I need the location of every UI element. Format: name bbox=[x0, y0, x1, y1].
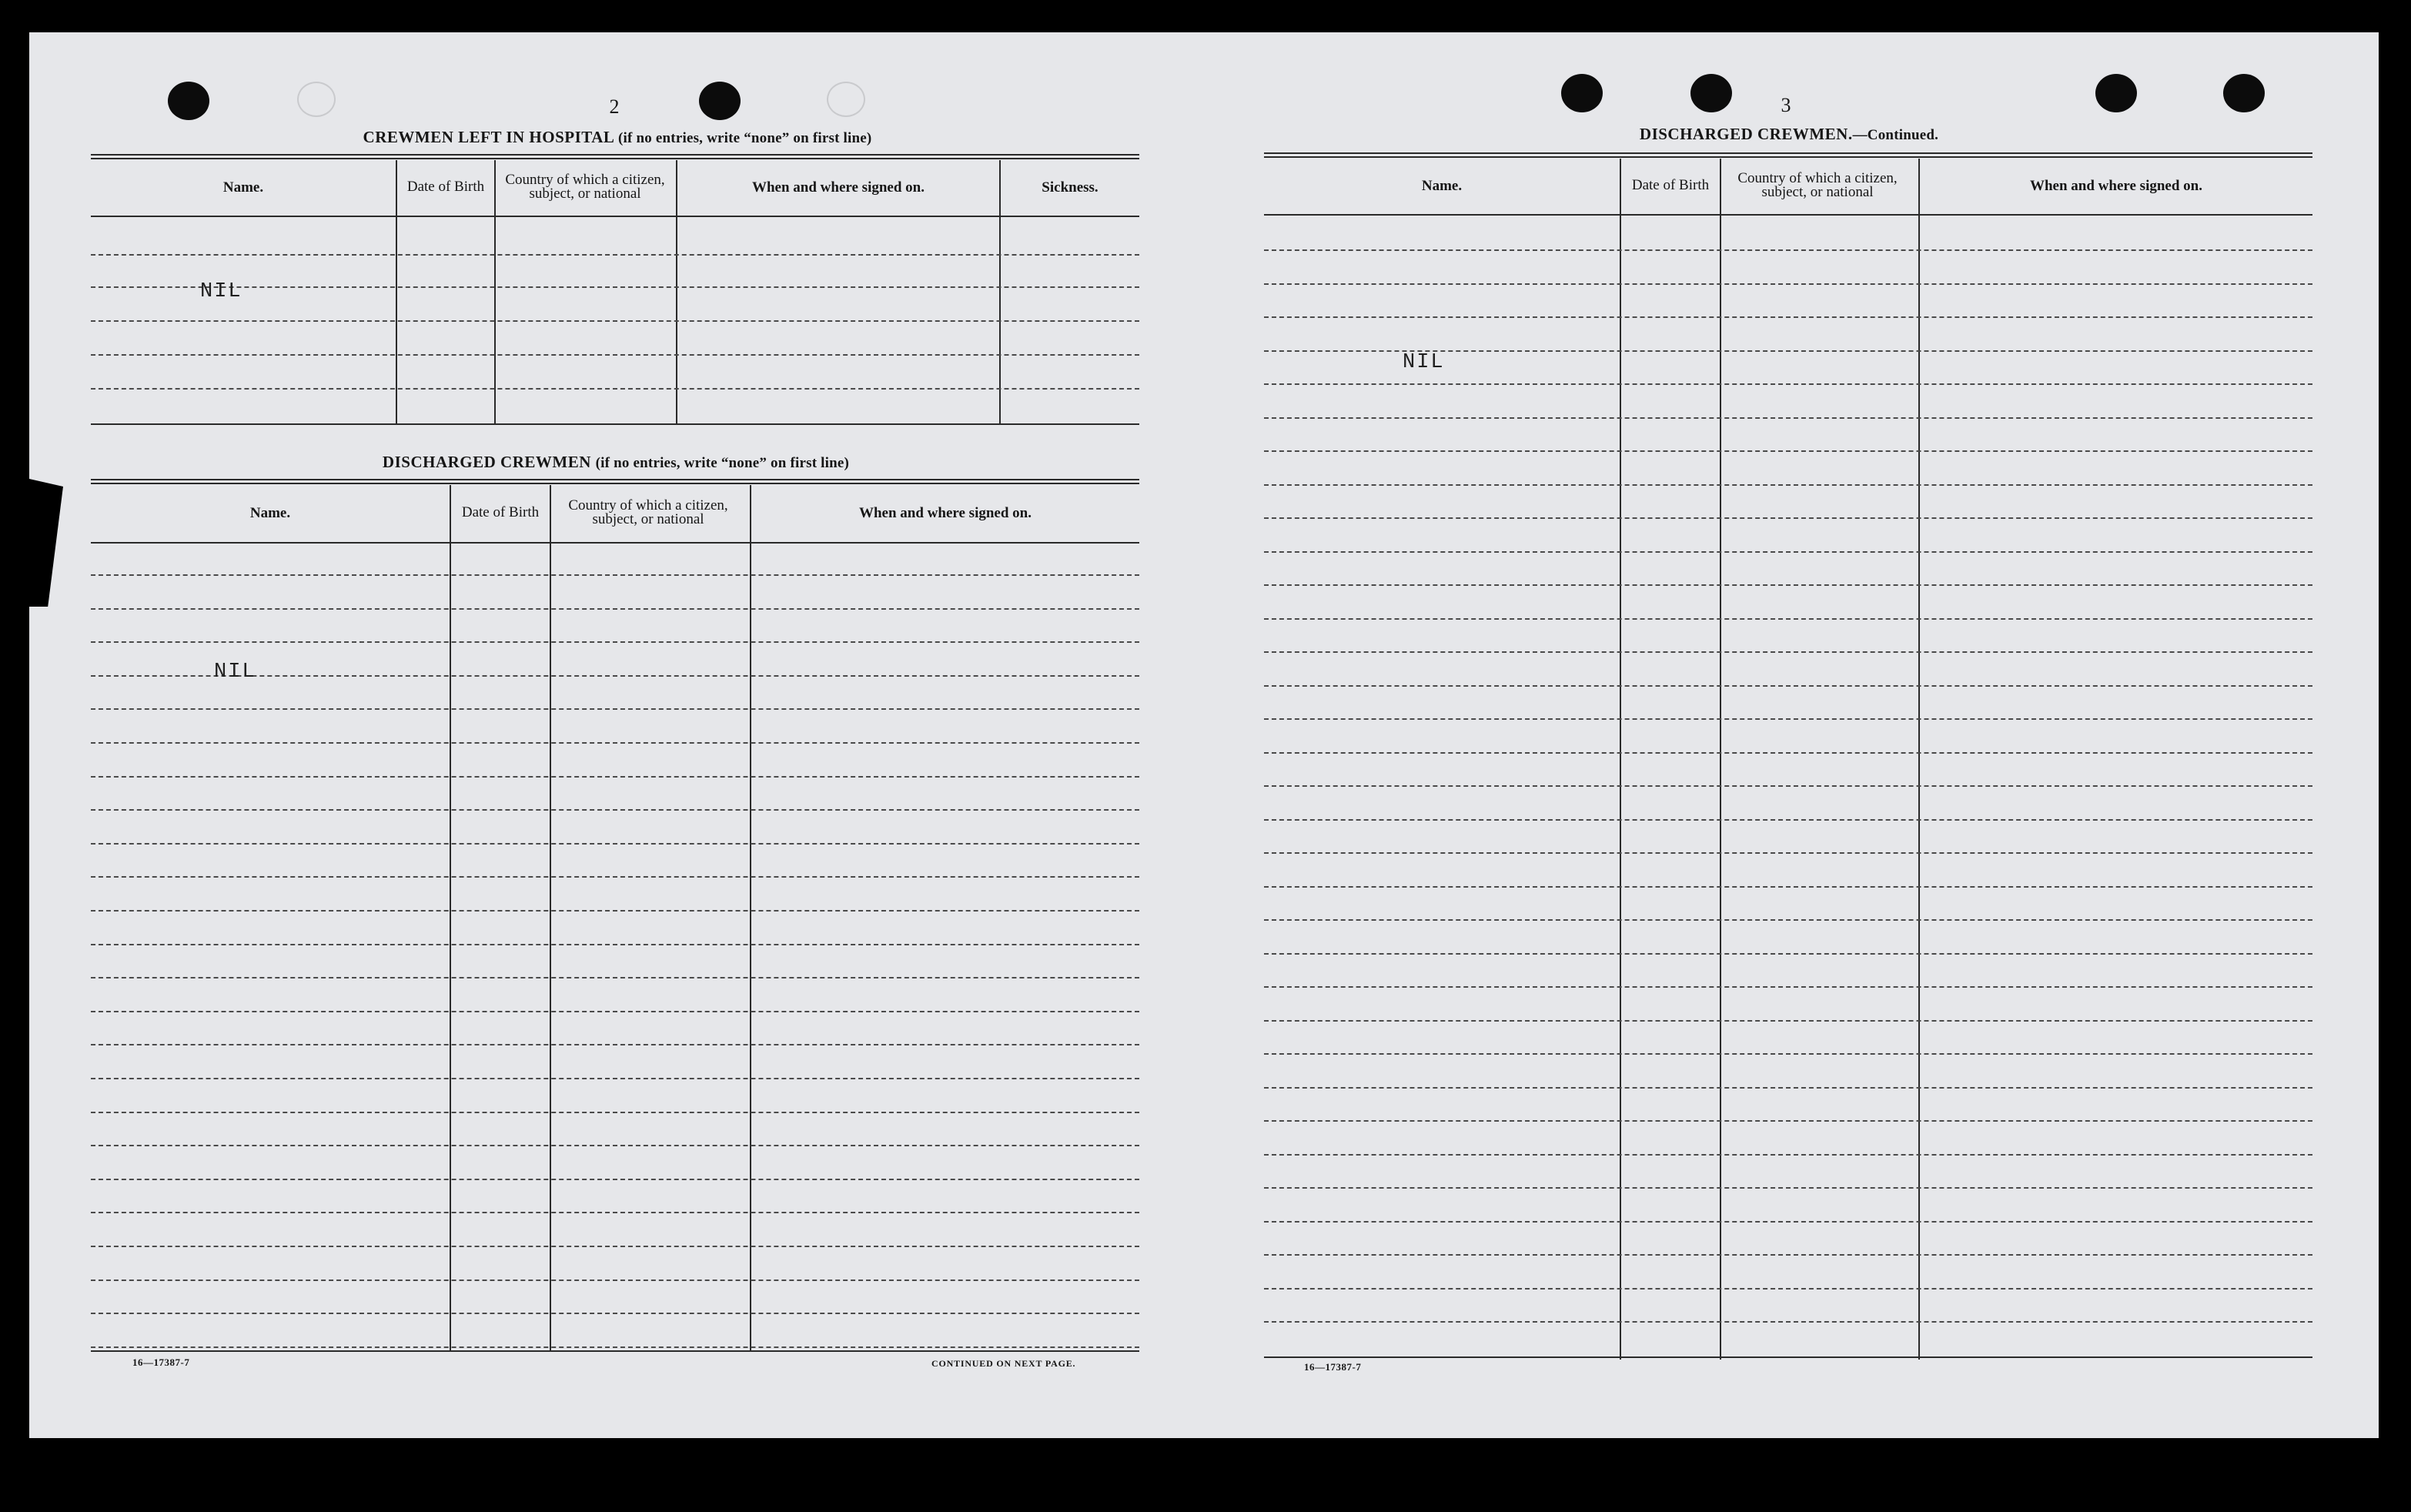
punch-hole bbox=[1690, 74, 1732, 112]
entry-line bbox=[1264, 986, 2312, 988]
entry-line bbox=[91, 574, 1139, 576]
punch-hole bbox=[168, 82, 209, 120]
entry-line bbox=[91, 1044, 1139, 1045]
entry-line bbox=[1264, 584, 2312, 586]
entry-line bbox=[91, 1280, 1139, 1281]
punch-hole bbox=[297, 82, 336, 117]
entry-line bbox=[1264, 1154, 2312, 1156]
column-header-name: Name. bbox=[249, 504, 291, 521]
entry-line bbox=[1264, 1187, 2312, 1189]
punch-hole bbox=[2095, 74, 2137, 112]
discharged-section-title bbox=[383, 453, 849, 472]
entry-line bbox=[91, 388, 1139, 390]
punch-hole bbox=[827, 82, 865, 117]
page-number-right: 3 bbox=[1781, 94, 1791, 116]
entry-line bbox=[1264, 417, 2312, 419]
entry-line bbox=[91, 320, 1139, 322]
table-rule bbox=[91, 158, 1139, 159]
entry-line bbox=[91, 1346, 1139, 1348]
hospital-section-title bbox=[363, 128, 872, 147]
entry-line bbox=[1264, 1120, 2312, 1122]
table-bottom-rule bbox=[91, 423, 1139, 425]
column-header-signed-on: When and where signed on. bbox=[751, 179, 925, 196]
discharged-table bbox=[91, 479, 1139, 1353]
discharged-continued-entry-nil: NIL bbox=[1403, 351, 1445, 374]
entry-line bbox=[91, 776, 1139, 778]
table-rule bbox=[91, 483, 1139, 484]
column-header-country: Country of which a citizen, subject, or national bbox=[568, 497, 728, 527]
entry-line bbox=[1264, 1221, 2312, 1223]
discharged-continued-table bbox=[1264, 152, 2312, 1360]
continued-label: —Continued. bbox=[1852, 127, 1939, 143]
entry-line bbox=[1264, 785, 2312, 787]
entry-line bbox=[1264, 718, 2312, 720]
column-divider bbox=[1620, 159, 1621, 1360]
column-header-country: Country of which a citizen, subject, or national bbox=[505, 172, 665, 202]
entry-line bbox=[1264, 450, 2312, 452]
discharged-title-note: (if no entries, write “none” on first line) bbox=[595, 455, 850, 471]
entry-line bbox=[1264, 1288, 2312, 1290]
table-rule bbox=[1264, 152, 2312, 154]
entry-line bbox=[1264, 618, 2312, 620]
column-header-sickness: Sickness. bbox=[1042, 179, 1098, 196]
column-header-signed-on: When and where signed on. bbox=[2029, 177, 2202, 194]
column-divider bbox=[1918, 159, 1920, 1360]
entry-line bbox=[1264, 551, 2312, 553]
punch-hole bbox=[2223, 74, 2265, 112]
entry-line bbox=[91, 1011, 1139, 1012]
punch-hole bbox=[1561, 74, 1603, 112]
entry-line bbox=[1264, 886, 2312, 888]
entry-line bbox=[91, 977, 1139, 978]
entry-line bbox=[91, 1112, 1139, 1113]
entry-line bbox=[1264, 316, 2312, 318]
entry-line bbox=[1264, 919, 2312, 921]
column-divider bbox=[1720, 159, 1721, 1360]
form-code-right: 16—17387-7 bbox=[1304, 1361, 1362, 1373]
continued-note: CONTINUED ON NEXT PAGE. bbox=[931, 1358, 1076, 1369]
entry-line bbox=[1264, 249, 2312, 251]
entry-line bbox=[1264, 953, 2312, 955]
entry-line bbox=[91, 910, 1139, 912]
header-rule bbox=[1264, 214, 2312, 216]
column-header-signed-on: When and where signed on. bbox=[858, 504, 1032, 521]
entry-line bbox=[91, 286, 1139, 288]
entry-line bbox=[91, 1246, 1139, 1247]
entry-line bbox=[91, 1212, 1139, 1213]
entry-line bbox=[91, 1145, 1139, 1146]
entry-line bbox=[1264, 283, 2312, 285]
entry-line bbox=[1264, 484, 2312, 486]
header-rule bbox=[91, 216, 1139, 217]
entry-line bbox=[91, 1313, 1139, 1314]
entry-line bbox=[1264, 1053, 2312, 1055]
entry-line bbox=[1264, 517, 2312, 519]
table-bottom-rule bbox=[1264, 1356, 2312, 1358]
entry-line bbox=[1264, 1321, 2312, 1323]
entry-line bbox=[91, 354, 1139, 356]
column-header-country: Country of which a citizen, subject, or national bbox=[1737, 170, 1898, 200]
entry-line bbox=[91, 809, 1139, 811]
entry-line bbox=[1264, 383, 2312, 385]
column-header-name: Name. bbox=[222, 179, 264, 196]
entry-line bbox=[91, 843, 1139, 845]
table-bottom-rule bbox=[91, 1350, 1139, 1352]
entry-line bbox=[91, 944, 1139, 945]
table-rule bbox=[91, 479, 1139, 480]
column-header-date-of-birth: Date of Birth bbox=[1631, 177, 1710, 193]
table-rule bbox=[1264, 156, 2312, 158]
column-divider bbox=[750, 485, 751, 1352]
entry-line bbox=[91, 708, 1139, 710]
discharged-entry-nil: NIL bbox=[214, 661, 256, 684]
column-header-date-of-birth: Date of Birth bbox=[406, 179, 485, 195]
entry-line bbox=[1264, 651, 2312, 653]
entry-line bbox=[91, 876, 1139, 878]
hospital-table bbox=[91, 154, 1139, 428]
entry-line bbox=[91, 742, 1139, 744]
column-header-date-of-birth: Date of Birth bbox=[461, 504, 540, 520]
discharged-title-text: DISCHARGED CREWMEN bbox=[382, 453, 591, 471]
column-divider bbox=[494, 160, 496, 425]
entry-line bbox=[1264, 752, 2312, 754]
entry-line bbox=[1264, 852, 2312, 854]
header-rule bbox=[91, 542, 1139, 544]
entry-line bbox=[1264, 1254, 2312, 1256]
hospital-title-note: (if no entries, write “none” on first line) bbox=[618, 130, 872, 146]
column-divider bbox=[550, 485, 551, 1352]
punch-hole bbox=[699, 82, 741, 120]
entry-line bbox=[91, 1078, 1139, 1079]
discharged-continued-title bbox=[1640, 125, 1938, 144]
entry-line bbox=[1264, 1087, 2312, 1089]
form-code-left: 16—17387-7 bbox=[132, 1356, 190, 1368]
hospital-title-text: CREWMEN LEFT IN HOSPITAL bbox=[363, 128, 614, 146]
entry-line bbox=[91, 641, 1139, 643]
column-divider bbox=[450, 485, 451, 1352]
column-header-name: Name. bbox=[1421, 177, 1463, 194]
entry-line bbox=[91, 254, 1139, 256]
entry-line bbox=[91, 608, 1139, 610]
discharged-continued-text: DISCHARGED CREWMEN. bbox=[1639, 125, 1853, 143]
table-rule bbox=[91, 154, 1139, 156]
page-number-left: 2 bbox=[609, 95, 620, 118]
entry-line bbox=[1264, 819, 2312, 821]
entry-line bbox=[1264, 1020, 2312, 1022]
entry-line bbox=[1264, 685, 2312, 687]
entry-line bbox=[91, 1179, 1139, 1180]
hospital-entry-nil: NIL bbox=[200, 280, 242, 303]
